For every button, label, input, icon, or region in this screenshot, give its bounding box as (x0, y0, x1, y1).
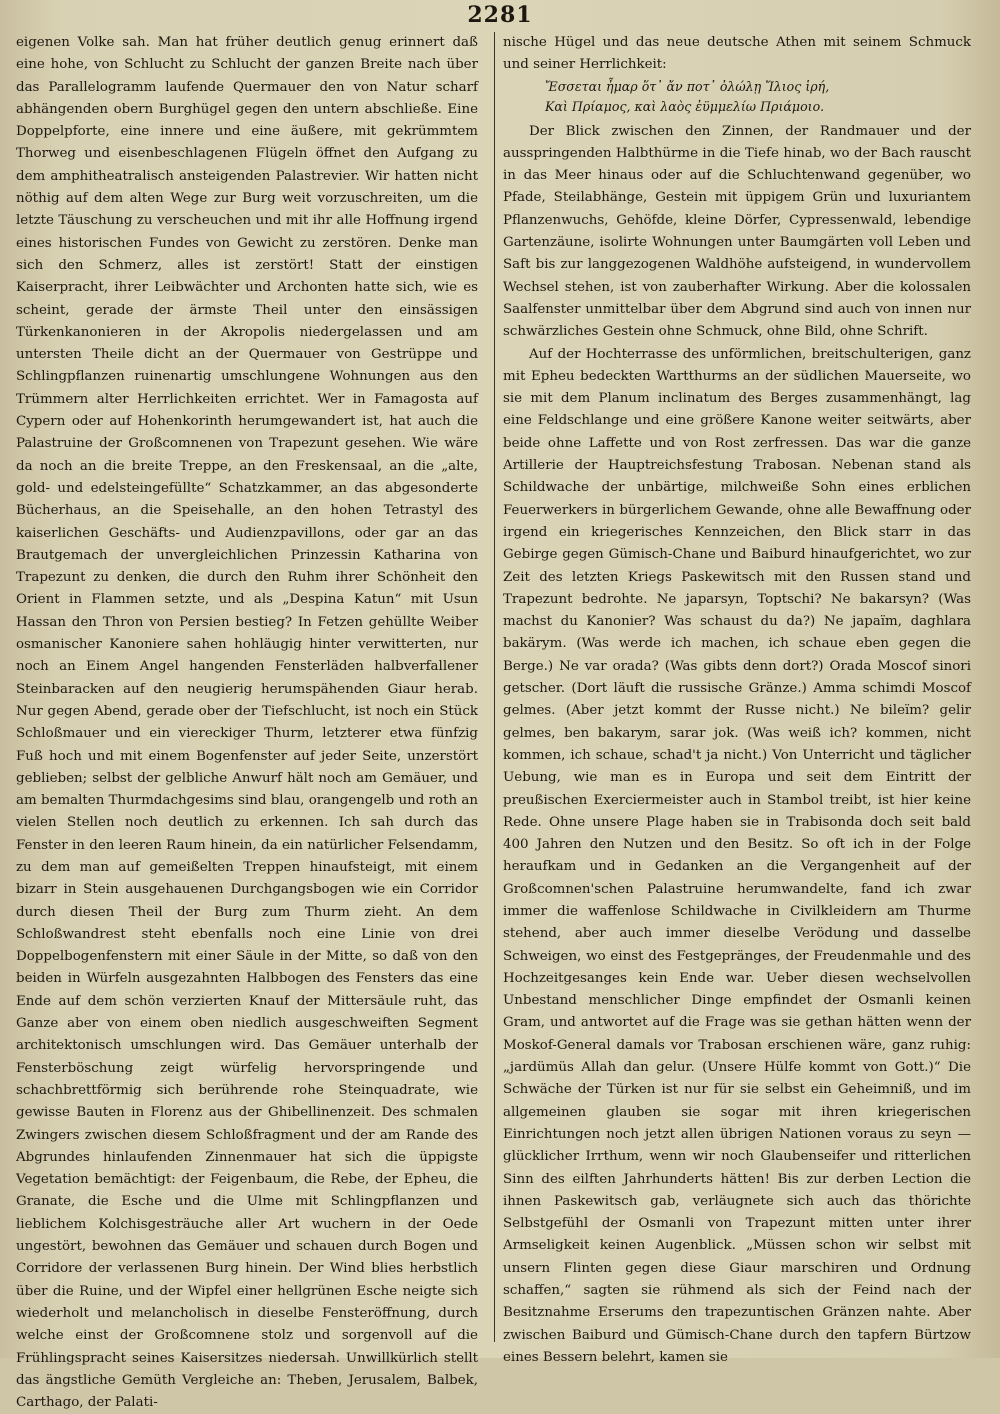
right-column-paragraph: Auf der Hochterrasse des unförmlichen, breitschulterigen, ganz mit Epheu bedeckten Wartthurms an der südlichen Mauerseite, wo sie mit dem Planum inclinatum des Berges zusammenhängt, lag eine Feldschlange und eine größere Kanone weiter seitwärts, aber beide ohne Laffette und von Rost zerfressen. Das war die ganze Artillerie der Hauptreichsfestung Trabosan. Nebenan stand als Schildwache der unbärtige, milchweiße Sohn eines erblichen Feuerwerkers in bürgerlichem Gewande, ohne alle Bewaffnung oder irgend ein kriegerisches Kennzeichen, den Blick starr in das Gebirge gegen Gümisch-Chane und Baiburd hinaufgerichtet, wo zur Zeit des letzten Kriegs Paskewitsch mit den Russen stand und Trapezunt bedrohte. Ne japarsyn, Toptschi? Ne bakarsyn? (Was machst du Kanonier? Was schaust du da?) Ne japaïm, daghlara bakärym. (Was werde ich machen, ich schaue eben gegen die Berge.) Ne var orada? (Was gibts denn dort?) Orada Moscof sinori getscher. (Dort läuft die russische Gränze.) Amma schimdi Moscof gelmes. (Aber jetzt kommt der Russe nicht.) Ne bileïm? gelir gelmes, ben bakarym, sarar jok. (Was weiß ich? kommen, nicht kommen, ich schaue, schad't ja nicht.) Von Unterricht und täglicher Uebung, wie man es in Europa und seit dem Eintritt der preußischen Exerciermeister auch in Stambol treibt, ist hier keine Rede. Ohne unsere Plage haben sie in Trabisonda doch seit bald 400 Jahren den Nutzen und den Besitz. So oft ich in der Folge heraufkam und in Gedanken an die Vergangenheit auf der Großcomnen'schen Palastruine herumwandelte, fand ich zwar immer die waffenlose Schildwache in Civilkleidern am Thurme stehend, aber auch immer dieselbe Verödung und dasselbe Schweigen, wo einst des Festgepränges, der Freudenmahle und des Hochzeitgesanges kein Ende war. Ueber diesen wechselvollen Unbestand menschlicher Dinge empfindet der Osmanli keinen Gram, und antwortet auf die Frage was sie gethan hätten wenn der Moskof-General damals vor Trabosan erschienen wäre, ganz ruhig: „jardümüs Allah dan gelur. (Unsere Hülfe kommt von Gott.)“ Die Schwäche der Türken ist nur für sie selbst ein Geheimniß, und im allgemeinen glauben sie sogar mit ihren kriegerischen Einrichtungen noch jetzt allen übrigen Nationen voraus zu seyn — glücklicher Irrthum, wenn wir noch Glaubenseifer und ritterlichen Sinn des eilften Jahrhunderts hätten! Bis zur derben Lection die ihnen Paskewitsch gab, verläugnete sich auch das thörichte Selbstgefühl der Osmanli von Trapezunt mitten unter ihrer Armseligkeit keinen Augenblick. „Müssen schon wir selbst mit unsern Flinten gegen diese Giaur marschiren und Ordnung schaffen,“ sagten sie rühmend als sich der Feind nach der Besitznahme Erserums den trapezuntischen Gränzen nahte. Aber zwischen Baiburd und Gümisch-Chane durch den tapfern Bürtzow eines Bessern belehrt, kamen sie (503, 346, 971, 1365)
right-column (503, 32, 971, 1369)
page-number: 2281 (467, 2, 533, 28)
left-column-paragraph: eigenen Volke sah. Man hat früher deutlich genug erinnert daß eine hohe, von Schlucht zu Schlucht der ganzen Breite nach über das Parallelogramm laufende Quermauer den von Natur scharf abhängenden obern Burghügel gegen den untern abschließe. Eine Doppelpforte, eine innere und eine äußere, mit gekrümmtem Thorweg und eisenbeschlagenen Flügeln öffnet den Aufgang zu dem amphitheatralisch ansteigenden Palastrevier. Wir hatten nicht nöthig auf dem alten Wege zur Burg weit vorzuschreiten, um die letzte Täuschung zu verscheuchen und mit ihr alle Hoffnung irgend eines historischen Fundes von Gewicht zu zerstören. Denke man sich den Schmerz, alles ist zerstört! Statt der einstigen Kaiserpracht, ihrer Leibwächter und Archonten hatte sich, wie es scheint, gerade der ärmste Theil unter den einsässigen Türkenkanonieren in der Akropolis niedergelassen und am untersten Theile dicht an der Quermauer von Gestrüppe und Schlingpflanzen ruinenartig umschlungene Wohnungen aus den Trümmern alter Herrlichkeiten errichtet. Wer in Famagosta auf Cypern oder auf Hohenkorinth herumgewandert ist, hat auch die Palastruine der Großcomnenen von Trapezunt gesehen. Wie wäre da noch an die breite Treppe, an den Freskensaal, an die „alte, gold- und edelsteingefüllte“ Schatzkammer, an das abgesonderte Bücherhaus, an die Speisehalle, an den hohen Tetrastyl des kaiserlichen Geschäfts- und Audienzpavillons, oder gar an das Brautgemach der unvergleichlichen Prinzessin Katharina von Trapezunt zu denken, die durch den Ruhm ihrer Schönheit den Orient in Flammen setzte, und als „Despina Katun“ mit Usun Hassan den Thron von Persien bestieg? In Fetzen gehüllte Weiber osmanischer Kanoniere sahen hohläugig hinter verwitterten, nur noch an Einem Angel hangenden Fensterläden halbverfallener Steinbaracken auf den neugierig herumspähenden Giaur herab. Nur gegen Abend, gerade ober der Tiefschlucht, ist noch ein Stück Schloßmauer und ein viereckiger Thurm, letzterer etwa fünfzig Fuß hoch und mit einem Bogenfenster auf jeder Seite, unzerstört geblieben; selbst der gelbliche Anwurf hält noch am Gemäuer, und am bemalten Thurmdachgesims sind blau, orangengelb und roth an vielen Stellen noch deutlich zu erkennen. Ich sah durch das Fenster in den leeren Raum hinein, da ein natürlicher Felsendamm, zu dem man auf gemeißelten Treppen hinaufsteigt, mit einem bizarr in Stein ausgehauenen Durchgangsbogen wie ein Corridor durch diesen Theil der Burg zum Thurm zieht. An dem Schloßwandrest steht ebenfalls noch eine Linie von drei Doppelbogenfenstern mit einer Säule in der Mitte, so daß von den beiden in Würfeln ausgezahnten Halbbogen des Fensters das eine Ende auf dem schön verzierten Knauf der Mittersäule ruht, das Ganze aber von einem oben niedlich ausgeschweiften Segment architektonisch umschlungen wird. Das Gemäuer unterhalb der Fensterböschung zeigt würfelig hervorspringende und schachbrettförmig sich berührende rohe Steinquadrate, wie gewisse Bauten in Florenz aus der Ghibellinenzeit. Des schmalen Zwingers zwischen diesem Schloßfragment und der am Rande des Abgrundes hinlaufenden Zinnenmauer hat sich die üppigste Vegetation bemächtigt: der Feigenbaum, die Rebe, der Epheu, die Granate, die Esche und die Ulme mit Schlingpflanzen und lieblichem Kolchisgesträuche aller Art wuchern in der Oede ungestört, bewohnen das Gemäuer und schauen durch Bogen und Corridore der verlassenen Burg hinein. Der Wind blies herbstlich über die Ruine, und der Wipfel einer hellgrünen Esche neigte sich wiederholt und melancholisch in dieselbe Fensteröffnung, durch welche einst der Großcomnene stolz und sorgenvoll auf die Frühlingspracht seines Kaisersitzes niedersah. Unwillkürlich stellt das ängstliche Gemüth Vergleiche an: Theben, Jerusalem, Balbek, Carthago, der Palati- (16, 35, 478, 1411)
right-column-intro: nische Hügel und das neue deutsche Athen mit seinem Schmuck und seiner Herrlichkeit: (503, 35, 971, 73)
column-rule (494, 32, 495, 1342)
left-column (16, 32, 478, 1414)
right-column-paragraph: Der Blick zwischen den Zinnen, der Randmauer und der ausspringenden Halbthürme in die Tiefe hinab, wo der Bach rauscht in das Meer hinaus oder auf die Schluchtenwand gegenüber, wo Pfade, Steilabhänge, Gestein mit üppigem Grün und luxuriantem Pflanzenwuchs, Gehöfde, kleine Dörfer, Cypressenwald, lebendige Gartenzäune, isolirte Wohnungen unter Baumgärten voll Leben und Saft bis zur langgezogenen Waldhöhe aufsteigend, in wundervollem Wechsel stehen, ist von zauberhafter Wirkung. Aber die kolossalen Saalfenster unmittelbar über dem Abgrund sind auch von innen nur schwärzliches Gestein ohne Schmuck, ohne Bild, ohne Schrift. (503, 123, 971, 340)
greek-line: Ἔσσεται ἦμαρ ὅτ᾽ ἄν ποτ᾽ ὀλώλῃ Ἴλιος ἱρή, (545, 78, 830, 94)
greek-line: Καὶ Πρίαμος, καὶ λαὸς ἐϋμμελίω Πριάμοιο. (545, 98, 825, 114)
greek-quotation (545, 77, 971, 117)
